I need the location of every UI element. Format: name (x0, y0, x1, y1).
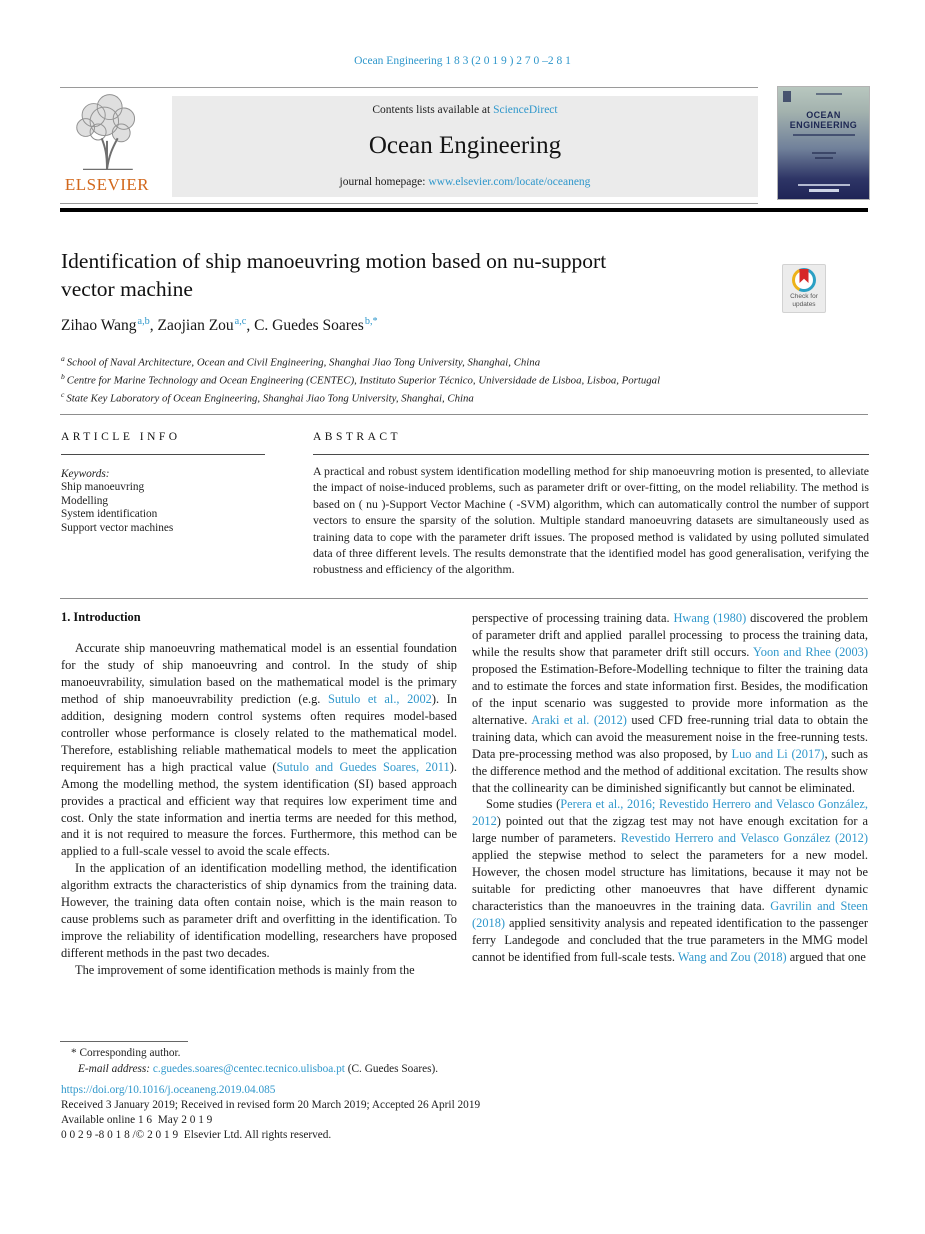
section-heading-introduction: 1. Introduction (61, 610, 141, 624)
text-segment: E-mail address: (78, 1062, 153, 1075)
inline-link[interactable]: Sutulo and Guedes Soares, 2011 (276, 759, 450, 774)
text-segment: b (61, 372, 65, 382)
body-paragraph (472, 610, 868, 796)
text-segment: ). In addition, designing modern control systems often requires model-based controller whose performance is closely related to the mathematical model. Therefore, establishing reliable mathematical models to meet the application requirement has a high practical value ( (61, 691, 457, 774)
available-online-line: Available online 1 6 May 2 0 1 9 (61, 1114, 213, 1126)
text-segment: applied sensitivity analysis and repeated identification to the passenger ferry Landegode and concluded that the true parameters in the MMG model cannot be identified from full-scale tests. (472, 916, 868, 965)
inline-link[interactable]: c.guedes.soares@centec.tecnico.ulisboa.pt (152, 1062, 345, 1075)
text-segment: used CFD free-running trial data to obtain the training data, which can avoid the measurement noise in the free-running tests. Data pre-processing method was also proposed, by (472, 712, 869, 761)
article-info-rule (61, 454, 265, 455)
text-segment: , such as the difference method and the method of additional excitation. The results show that the collinearity can be diminished significantly but cannot be eliminated. (472, 746, 869, 795)
affiliation-line-b (61, 370, 660, 388)
text-segment: ) pointed out that the zigzag test may not have enough excitation for a large number of parameters. (472, 814, 868, 846)
text-segment: * Corresponding author. (71, 1047, 181, 1059)
text-segment: a (61, 354, 65, 363)
cover-subtitle-bar (793, 134, 855, 136)
article-title-line-1: Identification of ship manoeuvring motion based on nu-support (61, 249, 607, 273)
text-segment: In the application of an identification modelling method, the identification algorithm extracts the characteristics of ship dynamics from the training data. However, the training data often contain noise, which is the main reason to cause problems such as parameter drift and overfitting in the identification. To improve the reliability of identification modelling, researchers have proposed different methods in the past two decades. (61, 861, 457, 961)
text-segment: , Zaojian Zou (149, 317, 234, 335)
inline-link[interactable]: Revestido Herrero and Velasco González (2012) (620, 831, 869, 846)
article-footer-block (61, 1083, 480, 1143)
affiliation-line-c (61, 388, 660, 406)
text-segment: discovered the problem of parameter drift and applied parallel processing to process the training data, while the results show that parameter drift still occurs. (472, 611, 868, 659)
text-segment: argued that one (786, 950, 866, 965)
body-paragraph (61, 962, 457, 979)
masthead-banner (172, 96, 758, 197)
body-paragraph (61, 860, 457, 962)
cover-volume-bar (812, 152, 836, 154)
text-segment: perspective of processing training data. (472, 611, 674, 625)
body-column-left (61, 610, 457, 979)
journal-homepage-line (172, 176, 758, 188)
text-segment: ). Among the modelling method, the system identification (SI) based approach provides a practical and efficient way that requires low experiment time and cost. Only the state information and inertia terms are needed for this method, and it is not required to measure the forces. Furthermore, this method can be applied to a full-scale vessel to avoid the scale effects. (61, 759, 457, 859)
contents-list-line (172, 104, 758, 116)
text-segment: School of Naval Architecture, Ocean and Civil Engineering, Shanghai Jiao Tong University, Shanghai, China (66, 356, 541, 369)
article-info-column (61, 431, 266, 535)
text-segment: applied the stepwise method to select the parameters for a new model. However, the chosen model structure has limitations, because it may not be suitable for predicting other manoeuvres that have different dynamic characteristics than the manoeuvres in the training data. (472, 848, 868, 914)
inline-link[interactable]: Wang and Zou (2018) (677, 950, 787, 965)
masthead-top-rule (60, 87, 758, 88)
text-segment: Accurate ship manoeuvring mathematical model is an essential foundation for the study of ship manoeuvring and control. In the study of ship manoeuvrability, simulation based on the mathematical model is the primary method of ship manoeuvrability prediction (e.g. (61, 641, 457, 706)
copyright-line: 0 0 2 9 -8 0 1 8 /© 2 0 1 9 Elsevier Ltd. All rights reserved. (61, 1129, 332, 1141)
journal-title: Ocean Engineering (368, 132, 562, 159)
text-segment: a,c (234, 316, 247, 327)
body-paragraph (61, 640, 457, 860)
body-column-right (472, 610, 868, 966)
info-section-top-rule (60, 414, 868, 415)
received-dates-line: Received 3 January 2019; Received in revised form 20 March 2019; Accepted 26 April 2019 (61, 1099, 481, 1111)
text-segment: Some studies ( (486, 797, 561, 812)
keyword-item: Support vector machines (61, 521, 174, 534)
abstract-header: ABSTRACT (313, 431, 402, 443)
inline-link[interactable]: Gavrilin and Steen (2018) (472, 899, 868, 931)
inline-link[interactable]: Araki et al. (2012) (531, 712, 627, 727)
corresponding-author-note (61, 1046, 438, 1062)
abstract-rule (313, 454, 869, 455)
cover-footer-bar-2 (809, 189, 839, 192)
affiliation-line-a (61, 352, 660, 370)
inline-link[interactable]: Yoon and Rhee (2003) (753, 644, 869, 659)
cover-publisher-chip (783, 91, 791, 102)
affiliations-block (61, 352, 660, 406)
contents-prefix: Contents lists available at (372, 104, 494, 116)
homepage-link[interactable]: www.elsevier.com/locate/oceaneng (428, 176, 591, 188)
text-segment: proposed the Estimation-Before-Modelling technique to filter the training data and to estimate the forces and state information first. Besides, the modification of the input scenario was suggested to provide more information as the alternative. (472, 661, 868, 727)
inline-link[interactable]: Hwang (1980) (673, 611, 747, 625)
text-segment: Centre for Marine Technology and Ocean Engineering (CENTEC), Instituto Superior Técnico, Universidade de Lisboa, Lisboa, Portugal (66, 374, 661, 387)
email-address-line (61, 1062, 438, 1078)
cover-issn-bar (816, 93, 842, 95)
keywords-label: Keywords: (61, 468, 110, 480)
keyword-item: System identification (61, 508, 158, 521)
text-segment: , C. Guedes Soares (246, 317, 364, 335)
abstract-text: A practical and robust system identification modelling method for ship manoeuvring motion is presented, to alleviate the impact of noise-induced problems, such as parameter drift or over-fitting, on the model reliability. The method is based on ( nu )-Support Vector Machine ( -SVM) algorithm, which can automatically control the number of support vectors to ensure the sparsity of the solution. Multiple standard manoeuvring datasets are simultaneously used as training data to cope with the parameter drift issues. The proposed method is validated by using polluted simulated data of three different levels. The results demonstrate that the identified model has good generalisation, verifying the robustness and efficiency of the algorithm. (313, 464, 869, 577)
text-segment: a,b (137, 316, 150, 327)
keyword-item: Modelling (61, 494, 109, 507)
elsevier-tree-icon (67, 90, 147, 174)
article-title-line-2: vector machine (61, 276, 193, 301)
text-segment: (C. Guedes Soares). (344, 1062, 439, 1075)
inline-link[interactable]: Luo and Li (2017) (731, 746, 825, 761)
footnote-rule (60, 1041, 188, 1042)
text-segment: Zihao Wang (61, 317, 137, 335)
text-segment: State Key Laboratory of Ocean Engineering, Shanghai Jiao Tong University, Shanghai, China (66, 392, 474, 405)
body-paragraph (472, 796, 868, 966)
text-segment: The improvement of some identification methods is mainly from the (75, 963, 415, 978)
homepage-prefix: journal homepage: (339, 176, 429, 188)
article-info-header: ARTICLE INFO (61, 431, 181, 443)
cover-footer-bar-1 (798, 184, 850, 186)
keyword-item: Ship manoeuvring (61, 481, 145, 493)
body-top-rule (60, 598, 868, 599)
journal-cover-thumbnail[interactable] (777, 86, 870, 200)
text-segment: c (61, 390, 65, 400)
inline-link[interactable]: Perera et al., 2016; Revestido Herrero and Velasco González, 2012 (472, 797, 868, 829)
thick-divider (60, 208, 868, 212)
elsevier-logo (60, 90, 154, 195)
sciencedirect-link[interactable]: ScienceDirect (493, 104, 558, 116)
cover-editor-bar (815, 157, 833, 159)
doi-link[interactable]: https://doi.org/10.1016/j.oceaneng.2019.04.085 (61, 1084, 276, 1096)
journal-citation: Ocean Engineering 1 8 3 (2 0 1 9 ) 2 7 0 –2 8 1 (354, 55, 571, 67)
authors-line (61, 316, 378, 335)
inline-link[interactable]: Sutulo et al., 2002 (327, 691, 432, 706)
cover-title: OCEAN ENGINEERING (789, 110, 858, 131)
elsevier-wordmark: ELSEVIER (64, 175, 150, 194)
check-badge-label: Check for updates (790, 293, 818, 309)
article-title (61, 248, 721, 303)
check-for-updates-badge[interactable] (782, 264, 826, 313)
text-segment: b,* (364, 316, 378, 327)
abstract-column (313, 431, 869, 578)
footnote-block (61, 1046, 438, 1077)
masthead-bottom-rule (60, 203, 758, 204)
